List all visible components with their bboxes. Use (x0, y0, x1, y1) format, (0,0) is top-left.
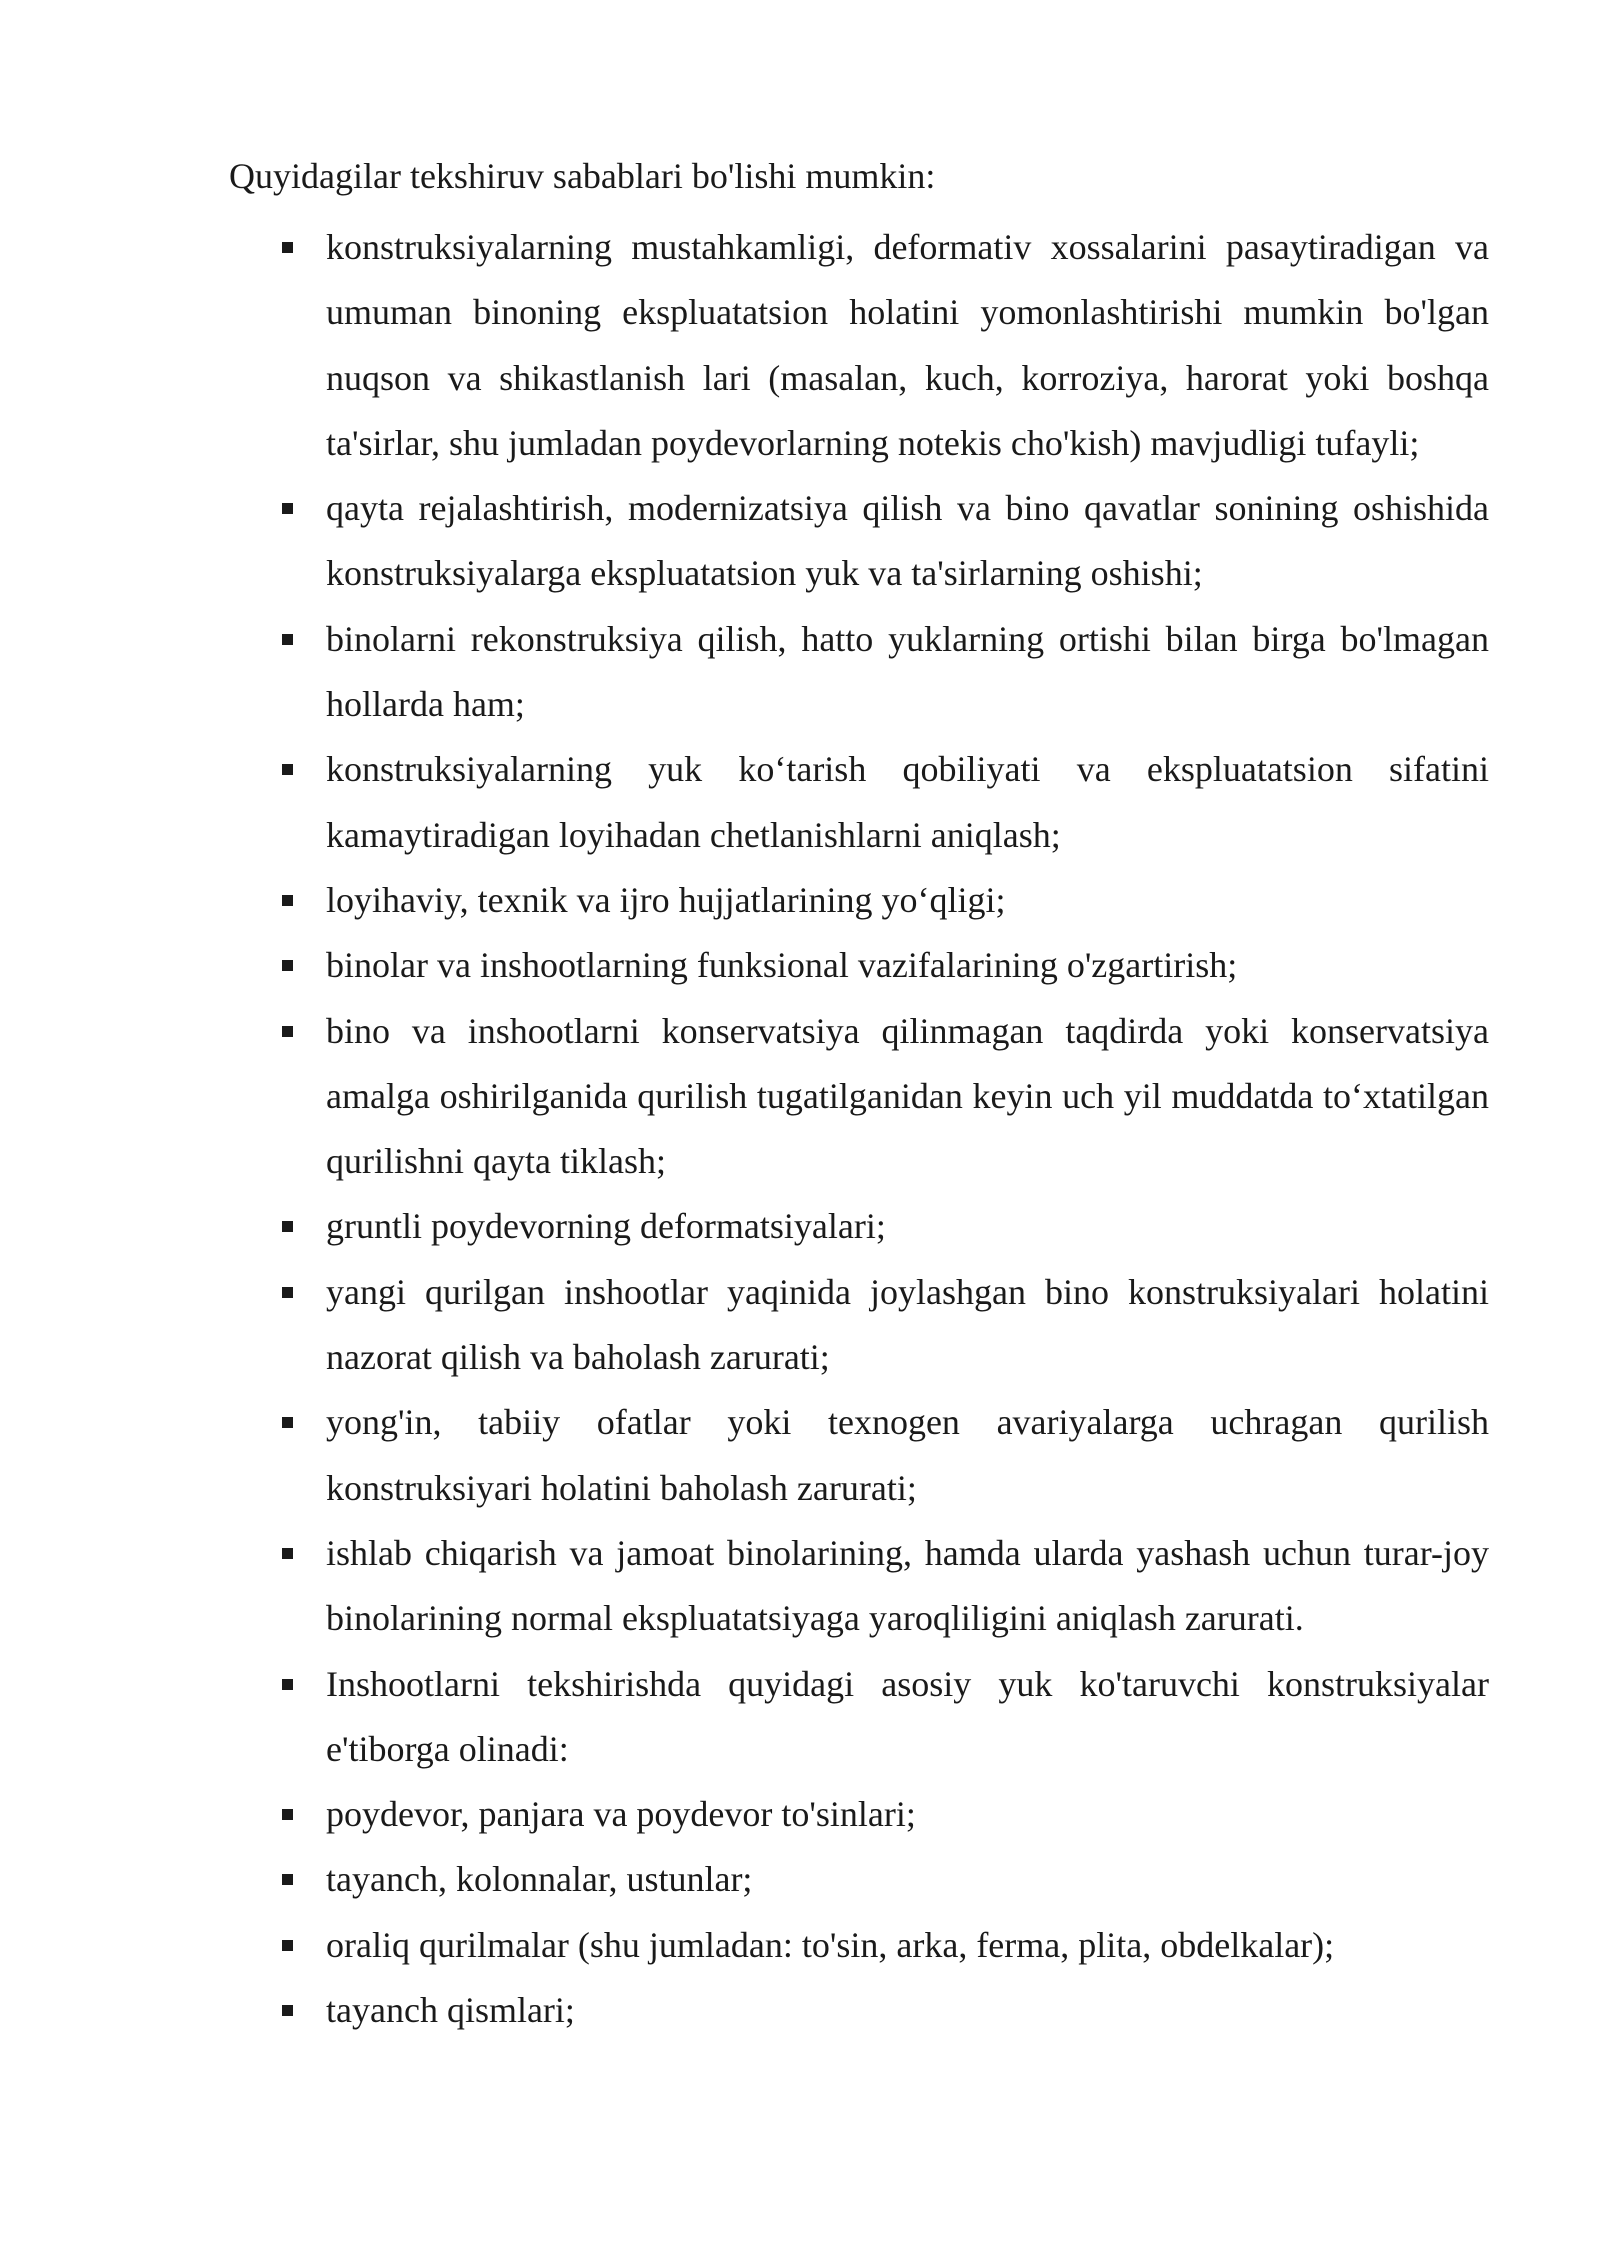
list-item-text: binolarni rekonstruksiya qilish, hatto yuklarning ortishi bilan birga bo'lmagan hollarda ham; (326, 618, 1489, 725)
list-item (229, 999, 1489, 1195)
list-item-text: gruntli poydevorning deformatsiyalari; (326, 1206, 886, 1247)
list-item-text: yong'in, tabiiy ofatlar yoki texnogen avariyalarga uchragan qurilish konstruksiyari holatini baholash zarurati; (326, 1402, 1489, 1508)
list-item-text: Inshootlarni tekshirishda quyidagi asosiy yuk ko'taruvchi konstruksiyalar e'tiborga olinadi: (326, 1663, 1489, 1769)
intro-paragraph: Quyidagilar tekshiruv sabablari bo'lishi mumkin: (229, 156, 936, 196)
square-bullet-icon (282, 1221, 293, 1232)
square-bullet-icon (282, 1809, 293, 1820)
square-bullet-icon (282, 634, 293, 645)
list-item (229, 1978, 1489, 2043)
square-bullet-icon (282, 1679, 293, 1690)
square-bullet-icon (282, 1417, 293, 1428)
square-bullet-icon (282, 764, 293, 775)
list-item (229, 476, 1489, 607)
list-item-text: binolar va inshootlarning funksional vazifalarining o'zgartirish; (326, 945, 1238, 986)
square-bullet-icon (282, 1026, 293, 1037)
square-bullet-icon (282, 895, 293, 906)
list-item-text: tayanch, kolonnalar, ustunlar; (326, 1859, 753, 1900)
list-item (229, 1390, 1489, 1521)
list-item-text: konstruksiyalarning yuk ko‘tarish qobiliyati va ekspluatatsion sifatini kamaytiradigan loyihadan chetlanishlarni aniqlash; (326, 749, 1489, 855)
list-item (229, 1521, 1489, 1652)
square-bullet-icon (282, 1940, 293, 1951)
list-item-text: konstruksiyalarning mustahkamligi, deformativ xossalarini pasaytiradigan va umuman binoning ekspluatatsion holatini yomonlashtirishi mumkin bo'lgan nuqson va shikastlanish lari (masalan, kuch, korroziya, harorat yoki boshqa ta'sirlar, shu jumladan poydevorlarning notekis cho'kish) mavjudligi tufayli; (326, 227, 1489, 463)
list-item (229, 1847, 1489, 1912)
list-item (229, 1194, 1489, 1259)
square-bullet-icon (282, 1287, 293, 1298)
square-bullet-icon (282, 2005, 293, 2016)
list-item (229, 737, 1489, 868)
list-item (229, 1913, 1489, 1978)
list-item (229, 215, 1489, 476)
list-item (229, 1260, 1489, 1391)
square-bullet-icon (282, 1874, 293, 1885)
list-item-text: oraliq qurilmalar (shu jumladan: to'sin, arka, ferma, plita, obdelkalar); (326, 1924, 1335, 1965)
square-bullet-icon (282, 503, 293, 514)
list-item (229, 1782, 1489, 1847)
list-item (229, 868, 1489, 933)
list-item-text: tayanch qismlari; (326, 1990, 575, 2031)
list-item-text: ishlab chiqarish va jamoat binolarining, hamda ularda yashash uchun turar-joy binolarining normal ekspluatatsiyaga yaroqliligini aniqlash zarurati. (326, 1532, 1489, 1639)
square-bullet-icon (282, 1548, 293, 1559)
list-item-text: poydevor, panjara va poydevor to'sinlari; (326, 1794, 916, 1835)
square-bullet-icon (282, 242, 293, 253)
reasons-list (229, 215, 1489, 2043)
list-item-text: qayta rejalashtirish, modernizatsiya qilish va bino qavatlar sonining oshishida konstruksiyalarga ekspluatatsion yuk va ta'sirlarning oshishi; (326, 488, 1489, 594)
list-item-text: loyihaviy, texnik va ijro hujjatlarining yo‘qligi; (326, 879, 1006, 920)
list-item (229, 607, 1489, 738)
list-item-text: yangi qurilgan inshootlar yaqinida joylashgan bino konstruksiyalari holatini nazorat qilish va baholash zarurati; (326, 1271, 1489, 1378)
list-item-text: bino va inshootlarni konservatsiya qilinmagan taqdirda yoki konservatsiya amalga oshirilganida qurilish tugatilganidan keyin uch yil muddatda to‘xtatilgan qurilishni qayta tiklash; (326, 1010, 1489, 1182)
list-item (229, 933, 1489, 998)
list-item (229, 1652, 1489, 1783)
square-bullet-icon (282, 960, 293, 971)
